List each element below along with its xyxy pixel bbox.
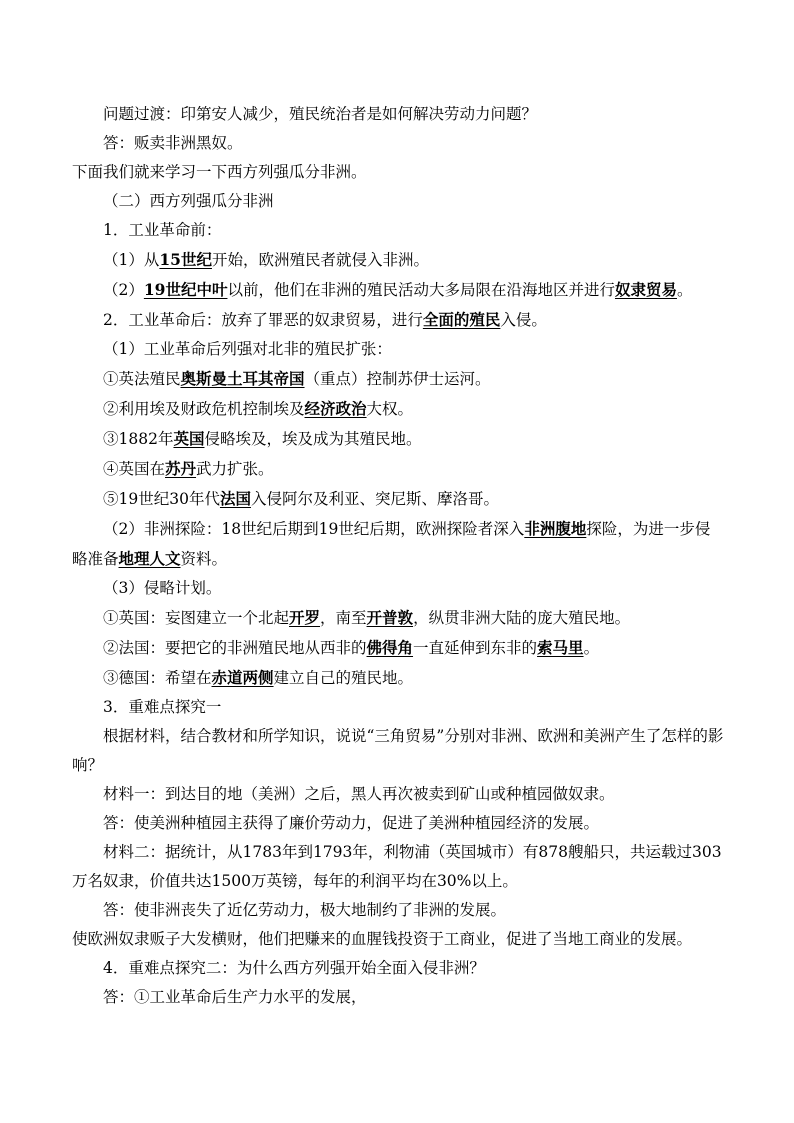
list-item	[72, 364, 724, 394]
keyword: 开普敦	[366, 608, 414, 627]
subheading-after-industrial-revolution	[72, 305, 724, 335]
paragraph-answer-continued: 使欧洲奴隶贩子大发横财，他们把赚来的血腥钱投资于工商业，促进了当地工商业的发展。	[72, 930, 693, 948]
text: ③1882年	[103, 430, 174, 448]
text: 大权。	[366, 400, 414, 418]
text: ，纵贯非洲大陆的庞大殖民地。	[413, 609, 631, 627]
keyword: 索马里	[537, 638, 584, 657]
text: 。	[676, 281, 693, 299]
paragraph-material-one: 材料一：到达目的地（美洲）之后，黑人再次被卖到矿山或种植园做奴隶。	[103, 785, 615, 803]
keyword: 奴隶贸易	[614, 280, 677, 299]
keyword: 19世纪中叶	[143, 280, 228, 299]
text: 一直延伸到东非的	[413, 639, 538, 657]
keyword: 佛得角	[366, 638, 414, 657]
list-item: （3）侵略计划。	[103, 579, 222, 597]
text: 武力扩张。	[196, 460, 274, 478]
paragraph-answer: 答：①工业革命后生产力水平的发展，	[103, 988, 367, 1006]
text: 探险，为进一步侵略准备	[72, 520, 711, 568]
text: 开始，欧洲殖民者就侵入非洲。	[211, 251, 429, 269]
text: 入侵阿尔及利亚、突尼斯、摩洛哥。	[250, 490, 499, 508]
list-item	[72, 633, 724, 663]
subheading-before-industrial-revolution: 1．工业革命前：	[103, 221, 222, 239]
text: ，南至	[320, 609, 367, 627]
paragraph-transition-question: 问题过渡：印第安人减少，殖民统治者是如何解决劳动力问题？	[103, 105, 538, 123]
paragraph-answer: 答：使非洲丧失了近亿劳动力，极大地制约了非洲的发展。	[103, 901, 507, 919]
list-item	[72, 424, 724, 454]
text: ②法国：要把它的非洲殖民地从西非的	[103, 639, 367, 657]
text: 入侵。	[500, 311, 547, 329]
text: 2．工业革命后：放弃了罪恶的奴隶贸易，进行	[103, 311, 423, 329]
text: ③德国：希望在	[103, 669, 212, 687]
paragraph-question: 根据材料，结合教材和所学知识，说说“三角贸易”分别对非洲、欧洲和美洲产生了怎样的影响？	[72, 727, 724, 774]
subheading-inquiry-two: 4．重难点探究二：为什么西方列强开始全面入侵非洲？	[103, 959, 485, 977]
text: ①英国：妄图建立一个北起	[103, 609, 290, 627]
section-heading: （二）西方列强瓜分非洲	[103, 192, 274, 210]
keyword: 开罗	[289, 608, 321, 627]
keyword: 经济政治	[304, 399, 367, 418]
list-item	[72, 603, 724, 633]
text: （2）非洲探险：18世纪后期到19世纪后期，欧洲探险者深入	[103, 520, 525, 538]
keyword: 法国	[219, 489, 251, 508]
paragraph-answer: 答：使美洲种植园主获得了廉价劳动力，促进了美洲种植园经济的发展。	[103, 814, 600, 832]
paragraph-intro: 下面我们就来学习一下西方列强瓜分非洲。	[72, 163, 367, 181]
text: 侵略埃及，埃及成为其殖民地。	[204, 430, 422, 448]
list-item	[72, 514, 724, 574]
list-item	[72, 394, 724, 424]
text: ⑤19世纪30年代	[103, 490, 220, 508]
list-item	[72, 275, 724, 305]
text: ④英国在	[103, 460, 166, 478]
keyword: 苏丹	[165, 459, 197, 478]
text: 建立自己的殖民地。	[273, 669, 414, 687]
document-body	[72, 100, 724, 1012]
list-item	[72, 454, 724, 484]
text: （1）从	[103, 251, 160, 269]
text: （2）	[103, 281, 144, 299]
keyword: 15世纪	[159, 250, 212, 269]
text: ①英法殖民	[103, 370, 181, 388]
keyword: 赤道两侧	[211, 668, 274, 687]
text: 。	[583, 639, 600, 657]
list-item	[72, 245, 724, 275]
subheading-inquiry-one: 3．重难点探究一	[103, 698, 222, 716]
text: 资料。	[180, 550, 228, 568]
keyword: 奥斯曼土耳其帝国	[180, 369, 305, 388]
list-item: （1）工业革命后列强对北非的殖民扩张：	[103, 340, 392, 358]
paragraph-material-two: 材料二：据统计，从1783年到1793年，利物浦（英国城市）有878艘船只，共运载过303万名奴隶，价值共达1500万英镑，每年的利润平均在30%以上。	[72, 843, 722, 890]
text: 以前，他们在非洲的殖民活动大多局限在沿海地区并进行	[227, 281, 615, 299]
keyword: 英国	[173, 429, 205, 448]
keyword: 非洲腹地	[524, 519, 587, 538]
text: （重点）控制苏伊士运河。	[304, 370, 491, 388]
list-item	[72, 663, 724, 693]
list-item	[72, 484, 724, 514]
text: ②利用埃及财政危机控制埃及	[103, 400, 305, 418]
keyword: 全面的殖民	[422, 310, 501, 329]
keyword: 地理人文	[118, 549, 181, 568]
paragraph-answer: 答：贩卖非洲黑奴。	[103, 134, 243, 152]
